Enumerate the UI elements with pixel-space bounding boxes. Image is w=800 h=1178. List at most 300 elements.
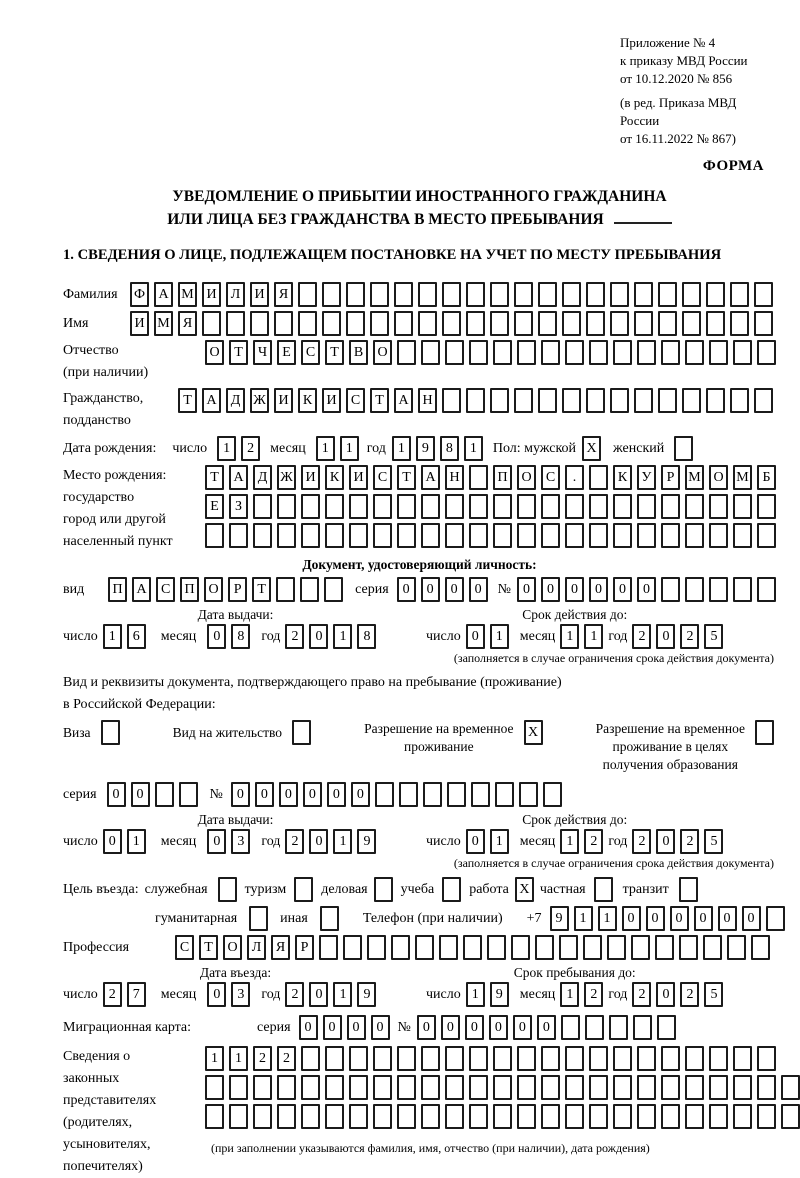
cell[interactable]: 0 bbox=[309, 829, 328, 854]
cell[interactable]: И bbox=[274, 388, 293, 413]
cell[interactable]: Ф bbox=[130, 282, 149, 307]
cell[interactable]: 1 bbox=[464, 436, 483, 461]
cell[interactable]: Т bbox=[199, 935, 218, 960]
cell[interactable] bbox=[399, 782, 418, 807]
cell[interactable]: 0 bbox=[537, 1015, 556, 1040]
cell[interactable] bbox=[709, 1104, 728, 1129]
cell[interactable] bbox=[613, 494, 632, 519]
cell[interactable]: 1 bbox=[217, 436, 236, 461]
cell[interactable]: Б bbox=[757, 465, 776, 490]
cell[interactable] bbox=[421, 1046, 440, 1071]
cell[interactable] bbox=[733, 523, 752, 548]
cell[interactable]: 5 bbox=[704, 829, 723, 854]
cell[interactable]: И bbox=[322, 388, 341, 413]
cell[interactable] bbox=[445, 494, 464, 519]
cell[interactable]: И bbox=[301, 465, 320, 490]
cell[interactable] bbox=[703, 935, 722, 960]
purpose-humanitarian-checkbox[interactable] bbox=[249, 906, 268, 931]
cell[interactable]: М bbox=[154, 311, 173, 336]
cell[interactable]: 0 bbox=[417, 1015, 436, 1040]
cell[interactable] bbox=[685, 1046, 704, 1071]
cell[interactable]: 0 bbox=[718, 906, 737, 931]
cell[interactable] bbox=[610, 388, 629, 413]
cell[interactable]: 0 bbox=[469, 577, 488, 602]
cell[interactable] bbox=[541, 1046, 560, 1071]
purpose-work-checkbox[interactable]: X bbox=[515, 877, 534, 902]
female-checkbox[interactable] bbox=[674, 436, 693, 461]
cell[interactable] bbox=[205, 1104, 224, 1129]
cell[interactable]: М bbox=[178, 282, 197, 307]
cell[interactable] bbox=[495, 782, 514, 807]
cell[interactable] bbox=[561, 1015, 580, 1040]
cell[interactable]: Н bbox=[418, 388, 437, 413]
cell[interactable] bbox=[517, 1046, 536, 1071]
cell[interactable] bbox=[565, 1075, 584, 1100]
cell[interactable]: Е bbox=[277, 340, 296, 365]
cell[interactable]: 0 bbox=[656, 829, 675, 854]
cell[interactable] bbox=[375, 782, 394, 807]
cell[interactable]: 0 bbox=[565, 577, 584, 602]
cell[interactable]: Т bbox=[229, 340, 248, 365]
cell[interactable] bbox=[349, 494, 368, 519]
cell[interactable] bbox=[253, 1104, 272, 1129]
cell[interactable]: 2 bbox=[632, 982, 651, 1007]
cell[interactable]: 0 bbox=[421, 577, 440, 602]
cell[interactable] bbox=[589, 1046, 608, 1071]
cell[interactable] bbox=[421, 494, 440, 519]
cell[interactable]: 1 bbox=[574, 906, 593, 931]
cell[interactable]: 0 bbox=[466, 829, 485, 854]
cell[interactable]: П bbox=[493, 465, 512, 490]
cell[interactable]: 1 bbox=[598, 906, 617, 931]
cell[interactable]: 1 bbox=[490, 624, 509, 649]
cell[interactable]: Р bbox=[661, 465, 680, 490]
cell[interactable] bbox=[757, 340, 776, 365]
cell[interactable]: 9 bbox=[550, 906, 569, 931]
cell[interactable] bbox=[733, 1104, 752, 1129]
cell[interactable] bbox=[373, 523, 392, 548]
cell[interactable] bbox=[277, 1075, 296, 1100]
cell[interactable]: 0 bbox=[327, 782, 346, 807]
cell[interactable] bbox=[469, 1075, 488, 1100]
cell[interactable] bbox=[766, 906, 785, 931]
cell[interactable]: Д bbox=[226, 388, 245, 413]
cell[interactable] bbox=[538, 282, 557, 307]
cell[interactable] bbox=[706, 388, 725, 413]
cell[interactable] bbox=[541, 523, 560, 548]
cell[interactable]: Т bbox=[370, 388, 389, 413]
cell[interactable]: 0 bbox=[299, 1015, 318, 1040]
cell[interactable] bbox=[493, 1046, 512, 1071]
cell[interactable]: 0 bbox=[371, 1015, 390, 1040]
cell[interactable] bbox=[658, 282, 677, 307]
cell[interactable]: К bbox=[298, 388, 317, 413]
temp-residence-checkbox[interactable]: X bbox=[524, 720, 543, 745]
cell[interactable]: О bbox=[223, 935, 242, 960]
cell[interactable]: 1 bbox=[340, 436, 359, 461]
cell[interactable] bbox=[466, 388, 485, 413]
cell[interactable] bbox=[253, 1075, 272, 1100]
cell[interactable]: 2 bbox=[103, 982, 122, 1007]
cell[interactable] bbox=[466, 282, 485, 307]
cell[interactable] bbox=[613, 523, 632, 548]
cell[interactable]: Т bbox=[178, 388, 197, 413]
cell[interactable] bbox=[589, 523, 608, 548]
cell[interactable] bbox=[589, 1075, 608, 1100]
cell[interactable] bbox=[493, 494, 512, 519]
cell[interactable] bbox=[541, 1075, 560, 1100]
cell[interactable] bbox=[613, 1046, 632, 1071]
cell[interactable] bbox=[205, 1075, 224, 1100]
cell[interactable] bbox=[685, 577, 704, 602]
purpose-private-checkbox[interactable] bbox=[594, 877, 613, 902]
cell[interactable] bbox=[709, 577, 728, 602]
cell[interactable] bbox=[514, 311, 533, 336]
cell[interactable]: 0 bbox=[397, 577, 416, 602]
cell[interactable] bbox=[445, 1104, 464, 1129]
cell[interactable] bbox=[538, 388, 557, 413]
cell[interactable] bbox=[442, 388, 461, 413]
cell[interactable] bbox=[706, 311, 725, 336]
cell[interactable] bbox=[493, 340, 512, 365]
cell[interactable] bbox=[706, 282, 725, 307]
cell[interactable]: 0 bbox=[589, 577, 608, 602]
cell[interactable] bbox=[637, 494, 656, 519]
cell[interactable] bbox=[565, 523, 584, 548]
cell[interactable]: 0 bbox=[622, 906, 641, 931]
cell[interactable] bbox=[661, 1075, 680, 1100]
cell[interactable]: 8 bbox=[440, 436, 459, 461]
cell[interactable] bbox=[661, 523, 680, 548]
cell[interactable]: 9 bbox=[357, 982, 376, 1007]
cell[interactable]: Ж bbox=[277, 465, 296, 490]
cell[interactable]: 1 bbox=[490, 829, 509, 854]
cell[interactable] bbox=[493, 1104, 512, 1129]
cell[interactable] bbox=[274, 311, 293, 336]
cell[interactable] bbox=[633, 1015, 652, 1040]
cell[interactable]: 1 bbox=[560, 829, 579, 854]
cell[interactable] bbox=[757, 1104, 776, 1129]
cell[interactable] bbox=[543, 782, 562, 807]
cell[interactable] bbox=[493, 523, 512, 548]
cell[interactable]: 0 bbox=[742, 906, 761, 931]
cell[interactable] bbox=[519, 782, 538, 807]
cell[interactable] bbox=[565, 494, 584, 519]
cell[interactable]: 0 bbox=[541, 577, 560, 602]
cell[interactable] bbox=[343, 935, 362, 960]
cell[interactable]: 0 bbox=[656, 624, 675, 649]
cell[interactable] bbox=[655, 935, 674, 960]
cell[interactable] bbox=[589, 340, 608, 365]
cell[interactable]: А bbox=[229, 465, 248, 490]
cell[interactable]: 2 bbox=[285, 829, 304, 854]
cell[interactable] bbox=[469, 1104, 488, 1129]
cell[interactable]: К bbox=[613, 465, 632, 490]
cell[interactable] bbox=[469, 523, 488, 548]
cell[interactable]: О bbox=[709, 465, 728, 490]
cell[interactable]: 0 bbox=[303, 782, 322, 807]
cell[interactable] bbox=[754, 388, 773, 413]
cell[interactable] bbox=[324, 577, 343, 602]
cell[interactable] bbox=[442, 311, 461, 336]
cell[interactable]: 0 bbox=[670, 906, 689, 931]
cell[interactable] bbox=[277, 494, 296, 519]
cell[interactable] bbox=[658, 388, 677, 413]
cell[interactable] bbox=[373, 1075, 392, 1100]
cell[interactable] bbox=[155, 782, 174, 807]
cell[interactable] bbox=[517, 1104, 536, 1129]
cell[interactable] bbox=[757, 577, 776, 602]
cell[interactable] bbox=[609, 1015, 628, 1040]
cell[interactable] bbox=[229, 523, 248, 548]
cell[interactable] bbox=[490, 388, 509, 413]
cell[interactable]: 0 bbox=[613, 577, 632, 602]
cell[interactable] bbox=[445, 1075, 464, 1100]
cell[interactable]: И bbox=[349, 465, 368, 490]
cell[interactable] bbox=[730, 282, 749, 307]
cell[interactable] bbox=[301, 1046, 320, 1071]
cell[interactable] bbox=[565, 1046, 584, 1071]
purpose-other-checkbox[interactable] bbox=[320, 906, 339, 931]
cell[interactable]: 0 bbox=[309, 624, 328, 649]
cell[interactable] bbox=[634, 282, 653, 307]
cell[interactable] bbox=[610, 311, 629, 336]
purpose-business-checkbox[interactable] bbox=[374, 877, 393, 902]
cell[interactable]: 0 bbox=[517, 577, 536, 602]
cell[interactable] bbox=[349, 1046, 368, 1071]
cell[interactable]: А bbox=[202, 388, 221, 413]
cell[interactable]: 0 bbox=[656, 982, 675, 1007]
cell[interactable] bbox=[487, 935, 506, 960]
cell[interactable] bbox=[709, 523, 728, 548]
cell[interactable] bbox=[397, 494, 416, 519]
cell[interactable] bbox=[469, 494, 488, 519]
cell[interactable] bbox=[445, 1046, 464, 1071]
cell[interactable] bbox=[586, 282, 605, 307]
cell[interactable] bbox=[373, 1104, 392, 1129]
cell[interactable]: 0 bbox=[465, 1015, 484, 1040]
cell[interactable]: С bbox=[346, 388, 365, 413]
cell[interactable]: У bbox=[637, 465, 656, 490]
cell[interactable]: 1 bbox=[127, 829, 146, 854]
cell[interactable]: 1 bbox=[333, 624, 352, 649]
cell[interactable] bbox=[562, 311, 581, 336]
cell[interactable] bbox=[277, 523, 296, 548]
cell[interactable]: 2 bbox=[241, 436, 260, 461]
cell[interactable] bbox=[423, 782, 442, 807]
purpose-official-checkbox[interactable] bbox=[218, 877, 237, 902]
cell[interactable]: 2 bbox=[632, 829, 651, 854]
cell[interactable] bbox=[391, 935, 410, 960]
cell[interactable] bbox=[253, 523, 272, 548]
cell[interactable] bbox=[418, 282, 437, 307]
cell[interactable]: 0 bbox=[309, 982, 328, 1007]
cell[interactable] bbox=[589, 494, 608, 519]
cell[interactable]: 1 bbox=[205, 1046, 224, 1071]
cell[interactable]: 0 bbox=[231, 782, 250, 807]
cell[interactable] bbox=[679, 935, 698, 960]
cell[interactable]: О bbox=[517, 465, 536, 490]
cell[interactable]: 0 bbox=[441, 1015, 460, 1040]
cell[interactable]: 1 bbox=[333, 829, 352, 854]
cell[interactable] bbox=[637, 523, 656, 548]
cell[interactable]: Я bbox=[274, 282, 293, 307]
cell[interactable] bbox=[583, 935, 602, 960]
cell[interactable] bbox=[634, 388, 653, 413]
cell[interactable]: М bbox=[685, 465, 704, 490]
cell[interactable]: 1 bbox=[560, 624, 579, 649]
cell[interactable]: 0 bbox=[103, 829, 122, 854]
cell[interactable] bbox=[325, 1104, 344, 1129]
cell[interactable]: 1 bbox=[333, 982, 352, 1007]
cell[interactable]: И bbox=[250, 282, 269, 307]
cell[interactable]: 0 bbox=[279, 782, 298, 807]
cell[interactable] bbox=[346, 282, 365, 307]
cell[interactable] bbox=[733, 577, 752, 602]
cell[interactable]: 2 bbox=[285, 624, 304, 649]
cell[interactable]: О bbox=[204, 577, 223, 602]
cell[interactable]: 0 bbox=[323, 1015, 342, 1040]
cell[interactable] bbox=[445, 523, 464, 548]
cell[interactable] bbox=[300, 577, 319, 602]
cell[interactable] bbox=[562, 388, 581, 413]
cell[interactable] bbox=[421, 340, 440, 365]
cell[interactable]: Р bbox=[295, 935, 314, 960]
cell[interactable]: 0 bbox=[489, 1015, 508, 1040]
cell[interactable]: Н bbox=[445, 465, 464, 490]
cell[interactable] bbox=[511, 935, 530, 960]
cell[interactable] bbox=[709, 340, 728, 365]
cell[interactable] bbox=[730, 311, 749, 336]
cell[interactable]: Ж bbox=[250, 388, 269, 413]
cell[interactable] bbox=[301, 1104, 320, 1129]
cell[interactable] bbox=[367, 935, 386, 960]
cell[interactable]: 2 bbox=[632, 624, 651, 649]
cell[interactable] bbox=[541, 494, 560, 519]
cell[interactable]: О bbox=[373, 340, 392, 365]
cell[interactable] bbox=[394, 311, 413, 336]
cell[interactable]: Ч bbox=[253, 340, 272, 365]
cell[interactable] bbox=[471, 782, 490, 807]
cell[interactable] bbox=[559, 935, 578, 960]
cell[interactable] bbox=[541, 1104, 560, 1129]
cell[interactable] bbox=[325, 1075, 344, 1100]
cell[interactable] bbox=[613, 1104, 632, 1129]
cell[interactable]: А bbox=[132, 577, 151, 602]
cell[interactable] bbox=[661, 340, 680, 365]
cell[interactable] bbox=[415, 935, 434, 960]
cell[interactable]: 2 bbox=[277, 1046, 296, 1071]
cell[interactable] bbox=[514, 282, 533, 307]
cell[interactable] bbox=[682, 282, 701, 307]
cell[interactable] bbox=[226, 311, 245, 336]
temp-residence-education-checkbox[interactable] bbox=[755, 720, 774, 745]
cell[interactable] bbox=[685, 340, 704, 365]
cell[interactable]: 5 bbox=[704, 624, 723, 649]
cell[interactable]: 9 bbox=[357, 829, 376, 854]
cell[interactable]: А bbox=[154, 282, 173, 307]
cell[interactable] bbox=[757, 494, 776, 519]
cell[interactable]: Т bbox=[205, 465, 224, 490]
male-checkbox[interactable]: X bbox=[582, 436, 601, 461]
cell[interactable]: 0 bbox=[255, 782, 274, 807]
cell[interactable] bbox=[397, 340, 416, 365]
cell[interactable]: Т bbox=[397, 465, 416, 490]
cell[interactable]: 0 bbox=[445, 577, 464, 602]
cell[interactable] bbox=[733, 340, 752, 365]
cell[interactable] bbox=[301, 1075, 320, 1100]
cell[interactable]: И bbox=[130, 311, 149, 336]
cell[interactable]: С bbox=[301, 340, 320, 365]
cell[interactable] bbox=[709, 1075, 728, 1100]
cell[interactable] bbox=[469, 465, 488, 490]
cell[interactable]: 0 bbox=[694, 906, 713, 931]
cell[interactable] bbox=[589, 1104, 608, 1129]
cell[interactable] bbox=[754, 311, 773, 336]
cell[interactable]: А bbox=[421, 465, 440, 490]
cell[interactable] bbox=[757, 1046, 776, 1071]
cell[interactable] bbox=[586, 388, 605, 413]
cell[interactable] bbox=[229, 1104, 248, 1129]
cell[interactable] bbox=[610, 282, 629, 307]
visa-checkbox[interactable] bbox=[101, 720, 120, 745]
cell[interactable] bbox=[346, 311, 365, 336]
cell[interactable] bbox=[349, 1104, 368, 1129]
cell[interactable] bbox=[418, 311, 437, 336]
cell[interactable]: 2 bbox=[584, 829, 603, 854]
cell[interactable] bbox=[439, 935, 458, 960]
cell[interactable]: 1 bbox=[466, 982, 485, 1007]
cell[interactable]: 8 bbox=[231, 624, 250, 649]
purpose-tourism-checkbox[interactable] bbox=[294, 877, 313, 902]
cell[interactable] bbox=[709, 1046, 728, 1071]
cell[interactable] bbox=[397, 523, 416, 548]
cell[interactable] bbox=[319, 935, 338, 960]
cell[interactable]: В bbox=[349, 340, 368, 365]
cell[interactable]: 2 bbox=[584, 982, 603, 1007]
cell[interactable] bbox=[322, 311, 341, 336]
cell[interactable] bbox=[685, 494, 704, 519]
cell[interactable] bbox=[514, 388, 533, 413]
cell[interactable] bbox=[250, 311, 269, 336]
cell[interactable] bbox=[298, 311, 317, 336]
cell[interactable] bbox=[490, 282, 509, 307]
cell[interactable]: 2 bbox=[285, 982, 304, 1007]
cell[interactable] bbox=[757, 523, 776, 548]
cell[interactable]: 2 bbox=[680, 982, 699, 1007]
residence-permit-checkbox[interactable] bbox=[292, 720, 311, 745]
cell[interactable]: 0 bbox=[347, 1015, 366, 1040]
cell[interactable]: 2 bbox=[253, 1046, 272, 1071]
cell[interactable]: Д bbox=[253, 465, 272, 490]
cell[interactable] bbox=[469, 340, 488, 365]
cell[interactable] bbox=[586, 311, 605, 336]
cell[interactable] bbox=[373, 1046, 392, 1071]
cell[interactable] bbox=[276, 577, 295, 602]
cell[interactable]: 0 bbox=[207, 982, 226, 1007]
cell[interactable]: К bbox=[325, 465, 344, 490]
cell[interactable] bbox=[661, 494, 680, 519]
cell[interactable] bbox=[685, 523, 704, 548]
cell[interactable] bbox=[562, 282, 581, 307]
cell[interactable]: 0 bbox=[107, 782, 126, 807]
cell[interactable]: З bbox=[229, 494, 248, 519]
cell[interactable] bbox=[349, 523, 368, 548]
cell[interactable]: 0 bbox=[351, 782, 370, 807]
cell[interactable] bbox=[517, 340, 536, 365]
cell[interactable] bbox=[637, 1046, 656, 1071]
cell[interactable] bbox=[634, 311, 653, 336]
